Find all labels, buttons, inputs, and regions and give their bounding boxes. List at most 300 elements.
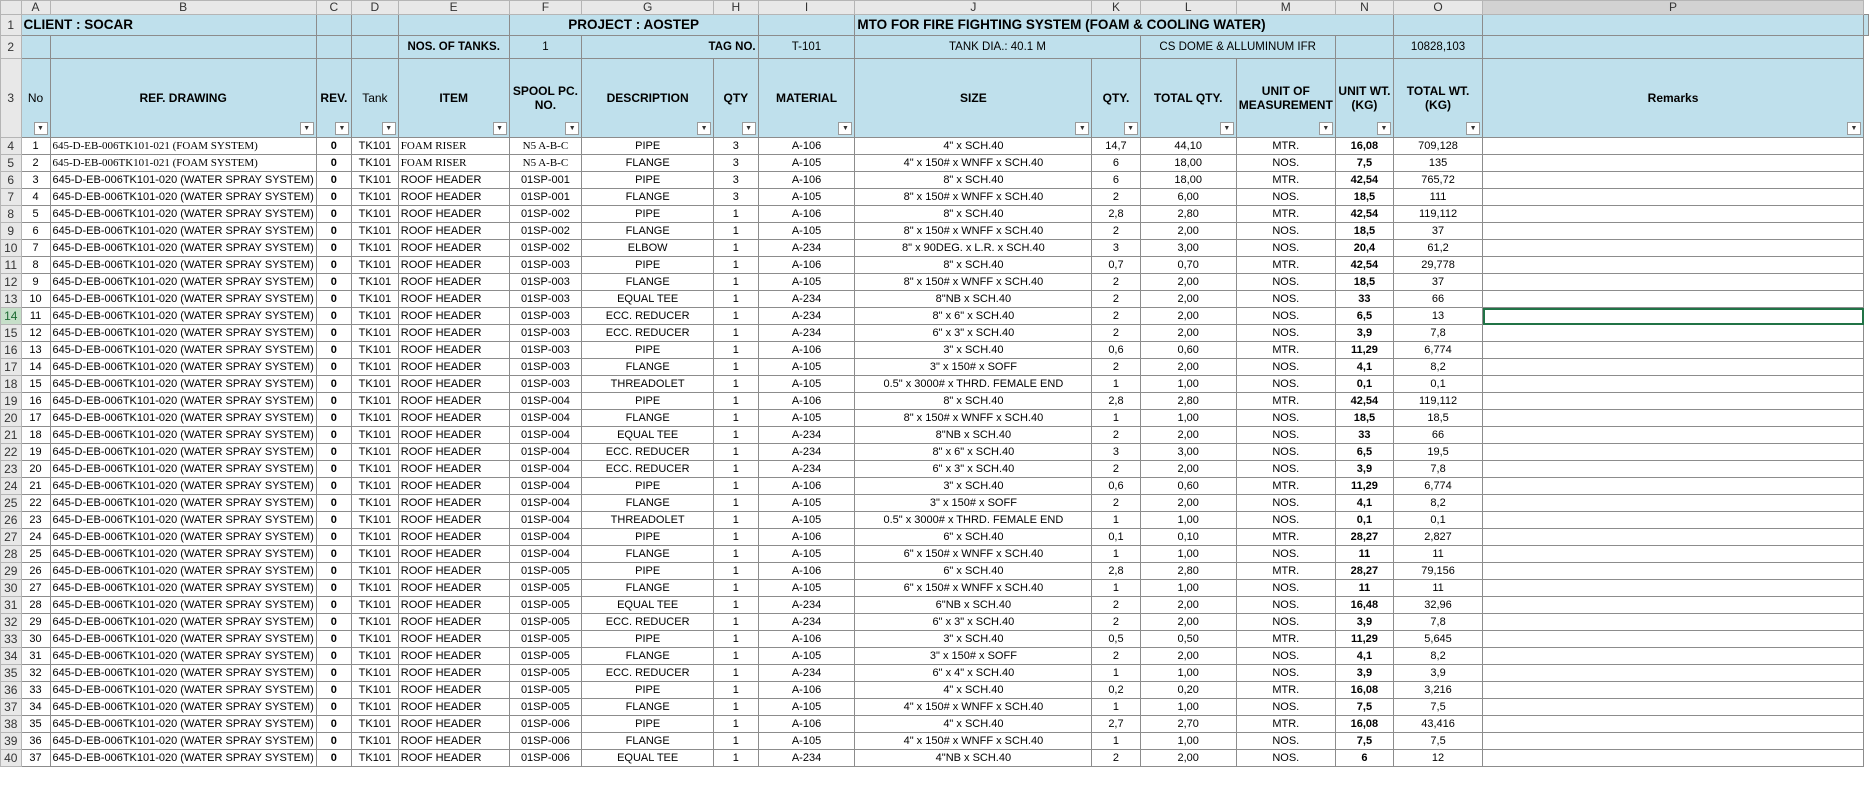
item[interactable]: ROOF HEADER [398, 512, 509, 529]
qty[interactable]: 3 [714, 138, 759, 155]
total-qty[interactable]: 3,00 [1140, 444, 1236, 461]
material[interactable]: A-105 [758, 223, 855, 240]
material[interactable]: A-106 [758, 172, 855, 189]
tank[interactable]: TK101 [351, 614, 398, 631]
spool-pc-no[interactable]: 01SP-004 [509, 393, 582, 410]
material[interactable]: A-106 [758, 682, 855, 699]
project-title[interactable]: PROJECT : AOSTEP [509, 15, 758, 36]
description[interactable]: ELBOW [582, 240, 714, 257]
filter-dropdown-icon[interactable]: ▼ [1466, 122, 1480, 135]
column-header-F[interactable]: F [509, 1, 582, 15]
row-header[interactable]: 3 [1, 59, 22, 138]
qty[interactable]: 1 [714, 563, 759, 580]
item[interactable]: ROOF HEADER [398, 342, 509, 359]
unit[interactable]: NOS. [1236, 665, 1335, 682]
description[interactable]: THREADOLET [582, 512, 714, 529]
tank[interactable]: TK101 [351, 189, 398, 206]
total-qty[interactable]: 1,00 [1140, 376, 1236, 393]
item[interactable]: ROOF HEADER [398, 240, 509, 257]
remarks[interactable] [1483, 665, 1864, 682]
qty[interactable]: 1 [714, 444, 759, 461]
total-weight[interactable]: 13 [1394, 308, 1483, 325]
rev[interactable]: 0 [316, 257, 351, 274]
item-no[interactable]: 1 [21, 138, 50, 155]
rev[interactable]: 0 [316, 206, 351, 223]
spool-pc-no[interactable]: 01SP-003 [509, 376, 582, 393]
rev[interactable]: 0 [316, 716, 351, 733]
unit[interactable]: MTR. [1236, 393, 1335, 410]
total-weight[interactable]: 119,112 [1394, 393, 1483, 410]
cell[interactable] [316, 15, 351, 36]
remarks[interactable] [1483, 750, 1864, 767]
item-no[interactable]: 8 [21, 257, 50, 274]
item[interactable]: ROOF HEADER [398, 444, 509, 461]
row-header[interactable]: 27 [1, 529, 22, 546]
ref-drawing[interactable]: 645-D-EB-006TK101-021 (FOAM SYSTEM) [50, 138, 316, 155]
tank[interactable]: TK101 [351, 478, 398, 495]
rev[interactable]: 0 [316, 699, 351, 716]
qty[interactable]: 1 [714, 427, 759, 444]
description[interactable]: PIPE [582, 172, 714, 189]
tank[interactable]: TK101 [351, 461, 398, 478]
tank[interactable]: TK101 [351, 444, 398, 461]
column-header-K[interactable]: K [1092, 1, 1140, 15]
item-no[interactable]: 32 [21, 665, 50, 682]
total-qty[interactable]: 2,00 [1140, 291, 1236, 308]
row-header[interactable]: 25 [1, 495, 22, 512]
size[interactable]: 8"NB x SCH.40 [855, 291, 1092, 308]
size[interactable]: 6" x 150# x WNFF x SCH.40 [855, 546, 1092, 563]
qty-each[interactable]: 1 [1092, 410, 1140, 427]
rev[interactable]: 0 [316, 427, 351, 444]
remarks[interactable] [1483, 580, 1864, 597]
tank[interactable]: TK101 [351, 359, 398, 376]
size[interactable]: 4" x 150# x WNFF x SCH.40 [855, 699, 1092, 716]
row-header[interactable]: 7 [1, 189, 22, 206]
item[interactable]: ROOF HEADER [398, 716, 509, 733]
ref-drawing[interactable]: 645-D-EB-006TK101-020 (WATER SPRAY SYSTEM) [50, 665, 316, 682]
ref-drawing[interactable]: 645-D-EB-006TK101-020 (WATER SPRAY SYSTEM) [50, 223, 316, 240]
item[interactable]: ROOF HEADER [398, 172, 509, 189]
total-weight[interactable]: 43,416 [1394, 716, 1483, 733]
size[interactable]: 4"NB x SCH.40 [855, 750, 1092, 767]
item-no[interactable]: 17 [21, 410, 50, 427]
qty[interactable]: 3 [714, 155, 759, 172]
spool-pc-no[interactable]: 01SP-001 [509, 189, 582, 206]
unit-weight[interactable]: 42,54 [1335, 257, 1393, 274]
cell[interactable] [758, 15, 855, 36]
description[interactable]: FLANGE [582, 546, 714, 563]
tank[interactable]: TK101 [351, 495, 398, 512]
column-header-O[interactable]: O [1394, 1, 1483, 15]
item-no[interactable]: 15 [21, 376, 50, 393]
rev[interactable]: 0 [316, 614, 351, 631]
spool-pc-no[interactable]: 01SP-002 [509, 240, 582, 257]
spool-pc-no[interactable]: 01SP-005 [509, 597, 582, 614]
size[interactable]: 8" x 150# x WNFF x SCH.40 [855, 274, 1092, 291]
unit[interactable]: MTR. [1236, 563, 1335, 580]
size[interactable]: 0.5" x 3000# x THRD. FEMALE END [855, 376, 1092, 393]
total-qty[interactable]: 2,00 [1140, 750, 1236, 767]
row-header[interactable]: 5 [1, 155, 22, 172]
unit[interactable]: MTR. [1236, 206, 1335, 223]
size[interactable]: 3" x 150# x SOFF [855, 648, 1092, 665]
ref-drawing[interactable]: 645-D-EB-006TK101-020 (WATER SPRAY SYSTEM) [50, 257, 316, 274]
tank[interactable]: TK101 [351, 410, 398, 427]
description[interactable]: PIPE [582, 478, 714, 495]
total-qty[interactable]: 2,80 [1140, 206, 1236, 223]
ref-drawing[interactable]: 645-D-EB-006TK101-020 (WATER SPRAY SYSTEM) [50, 495, 316, 512]
description[interactable]: FLANGE [582, 155, 714, 172]
filter-dropdown-icon[interactable]: ▼ [838, 122, 852, 135]
row-header[interactable]: 23 [1, 461, 22, 478]
tank-dia[interactable]: TANK DIA.: 40.1 M [855, 36, 1140, 59]
unit-weight[interactable]: 11,29 [1335, 478, 1393, 495]
material[interactable]: A-105 [758, 410, 855, 427]
qty[interactable]: 1 [714, 733, 759, 750]
row-header[interactable]: 15 [1, 325, 22, 342]
rev[interactable]: 0 [316, 274, 351, 291]
unit[interactable]: NOS. [1236, 733, 1335, 750]
unit[interactable]: NOS. [1236, 427, 1335, 444]
material[interactable]: A-106 [758, 631, 855, 648]
row-header[interactable]: 28 [1, 546, 22, 563]
qty[interactable]: 1 [714, 257, 759, 274]
tank[interactable]: TK101 [351, 427, 398, 444]
ref-drawing[interactable]: 645-D-EB-006TK101-021 (FOAM SYSTEM) [50, 155, 316, 172]
row-header[interactable]: 2 [1, 36, 22, 59]
row-header[interactable]: 13 [1, 291, 22, 308]
unit[interactable]: NOS. [1236, 495, 1335, 512]
total-qty[interactable]: 0,20 [1140, 682, 1236, 699]
total-qty[interactable]: 0,60 [1140, 342, 1236, 359]
spool-pc-no[interactable]: N5 A-B-C [509, 155, 582, 172]
total-weight[interactable]: 10828,103 [1394, 36, 1483, 59]
unit[interactable]: NOS. [1236, 291, 1335, 308]
size[interactable]: 8" x 150# x WNFF x SCH.40 [855, 223, 1092, 240]
rev[interactable]: 0 [316, 189, 351, 206]
row-header[interactable]: 31 [1, 597, 22, 614]
total-qty[interactable]: 18,00 [1140, 172, 1236, 189]
qty[interactable]: 1 [714, 223, 759, 240]
item-no[interactable]: 22 [21, 495, 50, 512]
column-header-C[interactable]: C [316, 1, 351, 15]
cell[interactable] [351, 36, 398, 59]
qty[interactable]: 1 [714, 478, 759, 495]
spool-pc-no[interactable]: 01SP-004 [509, 461, 582, 478]
description[interactable]: THREADOLET [582, 376, 714, 393]
filter-dropdown-icon[interactable]: ▼ [1847, 122, 1861, 135]
unit[interactable]: MTR. [1236, 716, 1335, 733]
item[interactable]: ROOF HEADER [398, 359, 509, 376]
total-qty[interactable]: 2,00 [1140, 597, 1236, 614]
description[interactable]: FLANGE [582, 648, 714, 665]
row-header[interactable]: 36 [1, 682, 22, 699]
ref-drawing[interactable]: 645-D-EB-006TK101-020 (WATER SPRAY SYSTEM) [50, 733, 316, 750]
description[interactable]: FLANGE [582, 223, 714, 240]
item[interactable]: ROOF HEADER [398, 682, 509, 699]
filter-dropdown-icon[interactable]: ▼ [34, 122, 48, 135]
total-qty[interactable]: 0,60 [1140, 478, 1236, 495]
rev[interactable]: 0 [316, 359, 351, 376]
spool-pc-no[interactable]: 01SP-005 [509, 665, 582, 682]
total-weight[interactable]: 119,112 [1394, 206, 1483, 223]
item[interactable]: ROOF HEADER [398, 325, 509, 342]
qty-each[interactable]: 0,5 [1092, 631, 1140, 648]
material[interactable]: A-234 [758, 240, 855, 257]
ref-drawing[interactable]: 645-D-EB-006TK101-020 (WATER SPRAY SYSTEM) [50, 478, 316, 495]
filter-dropdown-icon[interactable]: ▼ [382, 122, 396, 135]
qty[interactable]: 1 [714, 580, 759, 597]
tank[interactable]: TK101 [351, 716, 398, 733]
unit[interactable]: NOS. [1236, 359, 1335, 376]
rev[interactable]: 0 [316, 665, 351, 682]
ref-drawing[interactable]: 645-D-EB-006TK101-020 (WATER SPRAY SYSTEM) [50, 342, 316, 359]
ref-drawing[interactable]: 645-D-EB-006TK101-020 (WATER SPRAY SYSTEM) [50, 427, 316, 444]
total-weight[interactable]: 709,128 [1394, 138, 1483, 155]
item[interactable]: ROOF HEADER [398, 410, 509, 427]
tank[interactable]: TK101 [351, 342, 398, 359]
unit[interactable]: MTR. [1236, 257, 1335, 274]
size[interactable]: 3" x 150# x SOFF [855, 495, 1092, 512]
rev[interactable]: 0 [316, 291, 351, 308]
tank[interactable]: TK101 [351, 325, 398, 342]
tank[interactable]: TK101 [351, 648, 398, 665]
item[interactable]: FOAM RISER [398, 138, 509, 155]
total-qty[interactable]: 2,00 [1140, 614, 1236, 631]
row-header[interactable]: 18 [1, 376, 22, 393]
total-qty[interactable]: 44,10 [1140, 138, 1236, 155]
qty-each[interactable]: 2,8 [1092, 393, 1140, 410]
total-qty[interactable]: 2,80 [1140, 563, 1236, 580]
tank[interactable]: TK101 [351, 393, 398, 410]
item[interactable]: ROOF HEADER [398, 478, 509, 495]
ref-drawing[interactable]: 645-D-EB-006TK101-020 (WATER SPRAY SYSTEM) [50, 563, 316, 580]
description[interactable]: PIPE [582, 563, 714, 580]
column-header-H[interactable]: H [714, 1, 759, 15]
material[interactable]: A-105 [758, 648, 855, 665]
spool-pc-no[interactable]: 01SP-003 [509, 359, 582, 376]
row-header[interactable]: 24 [1, 478, 22, 495]
filter-dropdown-icon[interactable]: ▼ [1124, 122, 1138, 135]
item-no[interactable]: 10 [21, 291, 50, 308]
rev[interactable]: 0 [316, 308, 351, 325]
spool-pc-no[interactable]: 01SP-004 [509, 410, 582, 427]
description[interactable]: ECC. REDUCER [582, 665, 714, 682]
size[interactable]: 4" x 150# x WNFF x SCH.40 [855, 155, 1092, 172]
total-qty[interactable]: 2,00 [1140, 223, 1236, 240]
qty[interactable]: 1 [714, 376, 759, 393]
qty-each[interactable]: 2 [1092, 750, 1140, 767]
rev[interactable]: 0 [316, 325, 351, 342]
spool-pc-no[interactable]: 01SP-003 [509, 257, 582, 274]
column-header-J[interactable]: J [855, 1, 1092, 15]
spool-pc-no[interactable]: 01SP-004 [509, 529, 582, 546]
total-weight[interactable]: 8,2 [1394, 495, 1483, 512]
column-header-E[interactable]: E [398, 1, 509, 15]
qty[interactable]: 1 [714, 529, 759, 546]
total-weight[interactable]: 8,2 [1394, 359, 1483, 376]
rev[interactable]: 0 [316, 495, 351, 512]
description[interactable]: EQUAL TEE [582, 597, 714, 614]
rev[interactable]: 0 [316, 529, 351, 546]
row-header[interactable]: 20 [1, 410, 22, 427]
qty-each[interactable]: 2 [1092, 274, 1140, 291]
spool-pc-no[interactable]: 01SP-001 [509, 172, 582, 189]
total-weight[interactable]: 7,5 [1394, 733, 1483, 750]
total-weight[interactable]: 11 [1394, 580, 1483, 597]
size[interactable]: 8" x 150# x WNFF x SCH.40 [855, 410, 1092, 427]
material[interactable]: A-105 [758, 189, 855, 206]
qty-each[interactable]: 2 [1092, 325, 1140, 342]
ref-drawing[interactable]: 645-D-EB-006TK101-020 (WATER SPRAY SYSTEM) [50, 529, 316, 546]
filter-dropdown-icon[interactable]: ▼ [565, 122, 579, 135]
total-qty[interactable]: 3,00 [1140, 240, 1236, 257]
total-weight[interactable]: 37 [1394, 274, 1483, 291]
unit-weight[interactable]: 18,5 [1335, 274, 1393, 291]
unit-weight[interactable]: 18,5 [1335, 189, 1393, 206]
qty-each[interactable]: 1 [1092, 512, 1140, 529]
cell[interactable] [1864, 15, 1869, 36]
unit[interactable]: MTR. [1236, 529, 1335, 546]
qty-each[interactable]: 1 [1092, 376, 1140, 393]
material[interactable]: A-106 [758, 529, 855, 546]
unit[interactable]: MTR. [1236, 478, 1335, 495]
qty-each[interactable]: 0,6 [1092, 478, 1140, 495]
unit[interactable]: NOS. [1236, 240, 1335, 257]
tank[interactable]: TK101 [351, 308, 398, 325]
remarks[interactable] [1483, 257, 1864, 274]
ref-drawing[interactable]: 645-D-EB-006TK101-020 (WATER SPRAY SYSTEM) [50, 614, 316, 631]
item[interactable]: ROOF HEADER [398, 274, 509, 291]
total-qty[interactable]: 2,00 [1140, 495, 1236, 512]
column-header-L[interactable]: L [1140, 1, 1236, 15]
mto-title[interactable]: MTO FOR FIRE FIGHTING SYSTEM (FOAM & COOLING WATER) [855, 15, 1394, 36]
item-no[interactable]: 4 [21, 189, 50, 206]
total-qty[interactable]: 1,00 [1140, 733, 1236, 750]
spool-pc-no[interactable]: 01SP-004 [509, 478, 582, 495]
select-all-corner[interactable] [1, 1, 22, 15]
rev[interactable]: 0 [316, 546, 351, 563]
unit-weight[interactable]: 16,48 [1335, 597, 1393, 614]
unit[interactable]: MTR. [1236, 138, 1335, 155]
unit-weight[interactable]: 4,1 [1335, 359, 1393, 376]
row-header[interactable]: 19 [1, 393, 22, 410]
qty[interactable]: 1 [714, 631, 759, 648]
size[interactable]: 8" x SCH.40 [855, 257, 1092, 274]
cell[interactable] [316, 36, 351, 59]
material[interactable]: A-106 [758, 138, 855, 155]
item-no[interactable]: 14 [21, 359, 50, 376]
rev[interactable]: 0 [316, 444, 351, 461]
remarks[interactable] [1483, 325, 1864, 342]
unit[interactable]: NOS. [1236, 308, 1335, 325]
item[interactable]: ROOF HEADER [398, 189, 509, 206]
size[interactable]: 8"NB x SCH.40 [855, 427, 1092, 444]
unit[interactable]: MTR. [1236, 172, 1335, 189]
filter-dropdown-icon[interactable]: ▼ [742, 122, 756, 135]
qty-each[interactable]: 1 [1092, 580, 1140, 597]
description[interactable]: EQUAL TEE [582, 427, 714, 444]
filter-dropdown-icon[interactable]: ▼ [1377, 122, 1391, 135]
item-no[interactable]: 26 [21, 563, 50, 580]
filter-dropdown-icon[interactable]: ▼ [1220, 122, 1234, 135]
qty-each[interactable]: 2 [1092, 359, 1140, 376]
tank[interactable]: TK101 [351, 597, 398, 614]
remarks[interactable] [1483, 138, 1864, 155]
row-header[interactable]: 14 [1, 308, 22, 325]
filter-dropdown-icon[interactable]: ▼ [300, 122, 314, 135]
item[interactable]: ROOF HEADER [398, 750, 509, 767]
qty[interactable]: 1 [714, 393, 759, 410]
material[interactable]: A-234 [758, 665, 855, 682]
column-header-P[interactable]: P [1483, 1, 1864, 15]
unit-weight[interactable]: 42,54 [1335, 393, 1393, 410]
remarks[interactable] [1483, 172, 1864, 189]
cell[interactable] [351, 15, 398, 36]
qty-each[interactable]: 2 [1092, 189, 1140, 206]
rev[interactable]: 0 [316, 410, 351, 427]
unit-weight[interactable]: 6,5 [1335, 308, 1393, 325]
size[interactable]: 6" x 150# x WNFF x SCH.40 [855, 580, 1092, 597]
item-no[interactable]: 20 [21, 461, 50, 478]
total-weight[interactable]: 6,774 [1394, 478, 1483, 495]
ref-drawing[interactable]: 645-D-EB-006TK101-020 (WATER SPRAY SYSTEM) [50, 393, 316, 410]
item-no[interactable]: 37 [21, 750, 50, 767]
tank[interactable]: TK101 [351, 631, 398, 648]
size[interactable]: 3" x SCH.40 [855, 342, 1092, 359]
row-header[interactable]: 22 [1, 444, 22, 461]
material[interactable]: A-105 [758, 580, 855, 597]
qty[interactable]: 1 [714, 614, 759, 631]
row-header[interactable]: 4 [1, 138, 22, 155]
row-header[interactable]: 34 [1, 648, 22, 665]
item-no[interactable]: 12 [21, 325, 50, 342]
unit-weight[interactable]: 0,1 [1335, 376, 1393, 393]
qty[interactable]: 1 [714, 291, 759, 308]
total-qty[interactable]: 2,00 [1140, 648, 1236, 665]
tank[interactable]: TK101 [351, 580, 398, 597]
remarks[interactable] [1483, 308, 1864, 325]
material[interactable]: A-234 [758, 444, 855, 461]
description[interactable]: PIPE [582, 682, 714, 699]
total-weight[interactable]: 3,216 [1394, 682, 1483, 699]
item-no[interactable]: 24 [21, 529, 50, 546]
rev[interactable]: 0 [316, 342, 351, 359]
item-no[interactable]: 33 [21, 682, 50, 699]
tank[interactable]: TK101 [351, 274, 398, 291]
unit[interactable]: NOS. [1236, 580, 1335, 597]
unit-weight[interactable]: 3,9 [1335, 461, 1393, 478]
qty-each[interactable]: 0,2 [1092, 682, 1140, 699]
tank[interactable]: TK101 [351, 750, 398, 767]
total-qty[interactable]: 1,00 [1140, 699, 1236, 716]
qty-each[interactable]: 1 [1092, 546, 1140, 563]
tank[interactable]: TK101 [351, 240, 398, 257]
material[interactable]: A-105 [758, 733, 855, 750]
qty-each[interactable]: 2 [1092, 223, 1140, 240]
material[interactable]: A-234 [758, 291, 855, 308]
description[interactable]: FLANGE [582, 189, 714, 206]
item-no[interactable]: 11 [21, 308, 50, 325]
row-header[interactable]: 29 [1, 563, 22, 580]
ref-drawing[interactable]: 645-D-EB-006TK101-020 (WATER SPRAY SYSTEM) [50, 410, 316, 427]
item[interactable]: ROOF HEADER [398, 291, 509, 308]
item-no[interactable]: 29 [21, 614, 50, 631]
total-weight[interactable]: 18,5 [1394, 410, 1483, 427]
unit[interactable]: NOS. [1236, 444, 1335, 461]
tank[interactable]: TK101 [351, 172, 398, 189]
